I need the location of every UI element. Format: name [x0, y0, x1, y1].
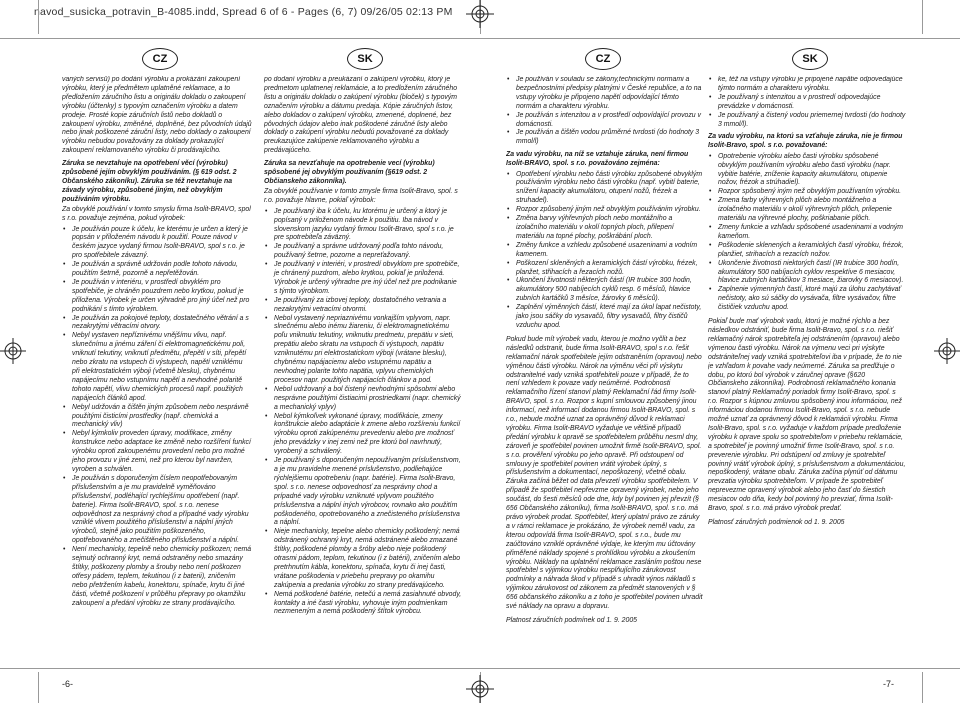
list-item: • Zaplnenie výmenných častí, ktoré majú za úlohu zachytávať nečistoty, ako sú sáčky do vysávača, filtre vysávačov, filtre čističiek vzduchu apod. [708, 286, 906, 313]
list-item: • Zaplnění výměnných částí, které mají za úkol lapat nečistoty, jako jsou sáčky do vysavačů, filtry vysavačů, filtry čističů vzduchu apod. [506, 304, 704, 331]
list-item: • Ukončenie životnosti niektorých častí (IR trubice 300 hodín, akumulátory 500 nabíjacích cyklov respektíve 6 mesiacov, hlavice zubných kartáčikov 3 mesiace, žiarovky 6 mesiacov). [708, 260, 906, 287]
list-item: • Je používán v souladu se zákony,technickými normami a bezpečnostními předpisy platnými v České republice, a to na vstupy výrobku je připojeno napětí odpovídající těmto normám a charakteru výrobku. [506, 76, 704, 112]
list-item: • Je používán a čištěn vodou průměrné tvrdosti (do hodnoty 3 mmol/l) [506, 129, 704, 147]
file-slug: navod_susicka_potravin_B-4085.indd, Spread 6 of 6 - Pages (6, 7) 09/26/05 02:13 PM [34, 6, 453, 18]
list-item: • Ukončení životnosti některých částí (IR trubice 300 hodin, akumulátory 500 nabíjecích cyklů resp. 6 měsíců, hlavice zubních kartáčků 3 měsíce, žárovky 6 měsíců). [506, 277, 704, 304]
list-item: • Je používán a správně udržován podle tohoto návodu, použitím šetrně, pozorně a nepřetěžován. [62, 261, 252, 279]
defects-list [506, 171, 704, 331]
list-item: • Změna barvy výhřevných ploch nebo montážního a izolačního materiálu v okolí topných ploch, přilepení materiálu na topné plochy, poškrábání ploch. [506, 215, 704, 242]
section-heading: Za vadu výrobku, na níž se vztahuje záruka, není firmou Isolit-BRAVO, spol. s r.o. považováno zejména: [506, 151, 689, 168]
list-item: • Poškodenie sklenených a keramických častí výrobku, frézok, planžiet, strihacích a rezacích nožov. [708, 242, 906, 260]
paragraph: po dodaní výrobku a preukázaní o zakúpení výrobku, ktorý je predmetom uplatnenej reklamácie, a to predložením záručného listu a originálu dokladu o zakúpení výrobku (bloček) s typovým označením výrobku a dátumu predaja. Kópie záručných listov, alebo dokladov o zakúpení výrobku, zmenené, doplnené, bez pôvodných údajov alebo inak poškodené záručné listy alebo doklady o zakúpení výrobku nebudú považované za doklady preukazujúce zakúpenie reklamovaného výrobku a predávajúceho. [264, 76, 458, 155]
conditions-list [62, 226, 252, 609]
list-item: • Nebyl udržován a čištěn jiným způsobem nebo nesprávně použitými čisticími prostředky (např. chemická a mechanický vliv) [62, 404, 252, 431]
language-badge-cz-left: CZ [142, 48, 178, 70]
page-number-right: -7- [883, 679, 894, 689]
language-badge-sk-right: SK [792, 48, 828, 70]
list-item: • Je používaný za izbovej teploty, dostatočného vetrania a nezakrytými vetracími otvormi. [264, 297, 462, 315]
list-item: • Nebol vystavený nepriaznivému vonkajším vplyvom, napr. slnečnému alebo inému žiareniu, či elektromagnetickému poľu vniknutiu tekutiny, vniknutiu predmetu, prepätiu v sieti, prepätiu alebo skratu na vstupoch či výstupoch, napätiu vzniknutému pri elektrostatickom výboji (vrátane blesku), chybnému napájaciemu alebo vstupnému napätiu a nevhodnej polarite tohto napätia, vplyvu chemických procesov napr. použitých napájacích článkov a pod. [264, 315, 462, 386]
left-trim-line-bottom [38, 672, 39, 703]
paragraph: Pokiaľ bude mať výrobok vadu, ktorú je možné rýchlo a bez následkov odstrániť, bude firma Isolit-Bravo, spol. s r.o. riešiť reklamačný nárok spotrebiteľa jej odstránením (opravou) alebo výmenou časti výrobku. Nárok na výmenu veci pri výskyte odstrániteľnej vady vzniká spotrebiteľovi iba v prípade, že to nie je vzhľadom k povahe vady neúmerné. Záruka sa predlžuje o dobu, po ktorú bol výrobok v záručnej oprave (§620 Občianskeho zákonníka). Podrobnosti reklamačného konania stanoví platný Reklamačný poriadok firmy Isolit-Bravo, spol. s r.o. Rozpor s kúpnou zmluvou spôsobený inou informáciou, než informáciou dodanou firmou Isolit-Bravo, spol. s r.o. nebude možné uznať za oprávnený dôvod k reklamácii výrobku. Firma Isolit-Bravo, spol. s r.o. vyžaduje v každom prípade predloženie výrobku k oprave spolu so spotrebiteľom v priebehu reklamácie, a spotrebiteľ je povinný umožniť firme Isolit-Bravo, spol. s r.o. preverenie výrobku. Pri odstúpení od zmluvy je spotrebiteľ povinný vrátiť výrobok úplný, s príslušenstvom a dokumentáciou, nepoškodený, vrátane obalu. Záruka začína plynúť od dátumu prevzatia výrobku spotrebiteľom. V prípade že spotrebiteľ neprevezme opravený výrobok alebo jeho časť do šiestich mesiacov odo dňa, kedy bol povinný ho prevziať, firma Isolit-Bravo, spol. s r.o. má právo výrobok predať. [708, 318, 906, 513]
registration-mark-icon [934, 338, 960, 364]
list-item: • Nebyl vystaven nepříznivému vnějšímu vlivu, např. slunečnímu a jinému záření či elektromagnetickému poli, vniknutí tekutiny, vniknutí předmětu, přepětí v síti, přepětí nebo zkratu na vstupech či výstupech, napětí vzniklému při elektrostatickém výboji (včetně blesku), chybnému napájecímu nebo vstupnímu napětí a nevhodné polaritě tohoto napětí, vlivu chemických procesů např. použitých napájecích článků apod. [62, 332, 252, 403]
column-sk-right [708, 76, 906, 664]
list-item: • Je používaný iba k účelu, ku ktorému je určený a ktorý je popísaný v priloženom návode k použitiu. Iba návod v slovenskom jazyku vydaný firmou Isolit-Bravo, spol s r.o. je pre spotrebiteľa záväzný. [264, 208, 462, 244]
right-trim-line-bottom [922, 672, 923, 703]
list-item: • Nebyl kýmkoliv proveden úpravy, modifikace, změny konstrukce nebo adaptace ke změně nebo rozšíření funkcí výrobku oproti zakoupenému provedení nebo pro možné jeho provozu v jiné zemi, než pro kterou byl navržen, vyroben a schválen. [62, 430, 252, 475]
list-item: • Je používaný v interiéri, v prostredí obvyklom pre spotrebiče, je chránený puzdrom, alebo krytkou, pokiaľ je priložená. Výrobok je určený výhradne pre iný účel než pre podnikanie s týmto výrobkom. [264, 261, 462, 297]
list-item: • Poškození skleněných a keramických částí výrobku, frézek, planžet, střihacích a řezacích nožů. [506, 260, 704, 278]
list-item: • Nieje mechanicky, tepelne alebo chemicky poškodený; nemá odstránený ochranný kryt, nemá odstránené alebo zmazané štítky, poškodené plomby a šróby alebo nieje poškodený otrasmi pádom, teplom, tekutinou (i z batérii), zničením alebo pretrhnutím kábla, konektoru, spínača, krytu či inej časti, vrátane poškodenia v priebehu prepravy po okamihu zakúpenia a predania výrobku zo strany predávajúceho. [264, 528, 462, 590]
list-item: • Je používaný s doporučeným nepoužívaným príslušenstvom, a je mu pravidelne menené príslušenstvo, podliehajúce rýchlejšiemu opotrebeniu (napr. batérie). Firma Isolit-Bravo, spol. s r.o. nenese odpovednosť za nesprávny chod a prípadné vady výrobku vzniknuté vplyvom použitého príslušenstva a náplní iných výrobcov, rovnako ako použitím poškodeného, opotrebovaného a znečisteného príslušenstva a náplní. [264, 457, 462, 528]
bottom-trim-line [0, 668, 960, 669]
paragraph: Za obvyklé používání v tomto smyslu firma Isolit-BRAVO, spol s r.o. považuje zejména, pokud výrobek: [62, 206, 251, 223]
registration-mark-icon [0, 338, 26, 364]
list-item: • Nemá poškodené batérie, netečú a nemá zasiahnuté obvody, kontakty a iné časti výrobku, vyhovuje iným podmienkam nezmeneným a nemá poškodený štítok výrobcu. [264, 591, 462, 618]
page-number-left: -6- [62, 679, 73, 689]
column-cz-left [62, 76, 252, 664]
registration-mark-icon [466, 675, 494, 703]
defects-list [708, 153, 906, 313]
list-item: • Je používán v interiéru, v prostředí obvyklém pro spotřebiče, je chráněn pouzdrem nebo krytkou, pokud je přiložena. Výrobek je určen výhradně pro jiný účel než pro podnikání s tímto výrobkem. [62, 279, 252, 315]
conditions-list [708, 76, 906, 129]
conditions-list [506, 76, 704, 147]
paragraph: Za obvyklé používanie v tomto zmysle firma Isolit-Bravo, spol. s r.o. považuje hlavne, pokiaľ výrobok: [264, 188, 458, 205]
language-badge-sk-left: SK [347, 48, 383, 70]
list-item: • Není mechanicky, tepelně nebo chemicky poškozen; nemá sejmutý ochranný kryt, nemá odstraněny nebo smazány štítky, poškozeny plomby a šrouby nebo není poškozen otřesy pádem, teplem, tekutinou (i z baterii), zničením nebo přetržením kabelu, konektoru, spínače, krytu či jiné části, včetně poškození v průběhu přepravy po okamžiku zakoupení a předání výrobku ze strany prodávajícího. [62, 546, 252, 608]
section-heading: Za vadu výrobku, na ktorú sa vzťahuje záruka, nie je firmou Isolit-Bravo, spol. s r.o. považované: [708, 133, 903, 150]
column-cz-right [506, 76, 704, 664]
language-badge-cz-right: CZ [585, 48, 621, 70]
list-item: • Je používán za pokojové teploty, dostatečného větrání a s nezakrytými větracími otvory. [62, 315, 252, 333]
section-heading: Záruka sa nevzťahuje na opotrebenie vecí (výrobku) spôsobené jej obvyklým používaním (§619 odst. 2 Občianskeho zákonníka). [264, 160, 435, 185]
list-item: • Zmeny funkcie a vzhľadu spôsobené usadeninami a vodným kameňom. [708, 224, 906, 242]
list-item: • Rozpor spôsobený iným než obvyklým používaním výrobku. [708, 188, 906, 197]
registration-mark-icon [466, 0, 494, 28]
section-heading: Záruka se nevztahuje na opotřebení věcí (výrobku) způsobené jejím obvyklým používáním. (§ 619 odst. 2 Občanského zákoníku). Záruka se též nevztahuje na závady výrobku, způsobené jiným, než obvyklým používáním výrobku. [62, 160, 237, 203]
list-item: • Je používán pouze k účelu, ke kterému je určen a který je popsán v přiloženém návodu k použití. Pouze návod v českém jazyce vydaný firmou Isolit-BRAVO, spol s r.o. je pro spotřebitele závazný. [62, 226, 252, 262]
list-item: • ke, též na vstupy výrobku je pripojené napätie odpovedajúce týmto normám a charakteru výrobku. [708, 76, 906, 94]
validity-date: Platnosť záručných podmienok od 1. 9. 2005 [708, 519, 845, 526]
column-sk-left [264, 76, 462, 664]
list-item: • Opotrebenie výrobku alebo časti výrobku spôsobené obvyklým používaním výrobku alebo časti výrobku (napr. vybitie batérie, zníženie kapacity akumulátoru, otupenie nožov, frézok a strúhadiel). [708, 153, 906, 189]
list-item: • Je používaný a správne udržovaný podľa tohto návodu, používaný šetrne, pozorne a nepreťažovaný. [264, 243, 462, 261]
list-item: • Nebol kýmkoľvek vykonané úpravy, modifikácie, zmeny konštrukcie alebo adaptácie k zmene alebo rozšíreniu funkcií výrobku oproti zakúpenému prevedeniu alebo pre možnosť jeho prevádzky v inej zemi než pre ktorú bol navrhnutý, vyrobený a schválený. [264, 413, 462, 458]
left-trim-line [38, 0, 39, 34]
paragraph: vaných servisů) po dodání výrobku a prokázání zakoupení výrobku, který je předmětem uplatněné reklamace, a to předložením záručního listu a originálu dokladu o zakoupení výrobku (účtenky) s typovým označením výrobku a datem prodeje. Prosté kopie záručních listů nebo dokladů o zakoupení výrobku, změněné, doplněné, bez původních údajů nebo jinak poškozené záruční listy, nebo doklady o zakoupení výrobku nebudou považovány za doklady prokazující zakoupení reklamovaného výrobku či prodávajícího. [62, 76, 252, 155]
list-item: • Zmena farby výhrevných plôch alebo montážneho a izolačného materiálu v okolí výhrevných plôch, prilepenie materiálu na výhrevné plochy, poškriabanie plôch. [708, 197, 906, 224]
list-item: • Je používaný a čistený vodou priemernej tvrdosti (do hodnoty 3 mmol/l). [708, 112, 906, 130]
list-item: • Je používaný s intenzitou a v prostredí odpovedajúce prevádzke v domácnosti. [708, 94, 906, 112]
list-item: • Nebol udržovaný a bol čistený nevhodnými spôsobmi alebo nesprávne použitými čistiacimi prostriedkami (napr. chemický a mechanický vplyv) [264, 386, 462, 413]
list-item: • Změny funkce a vzhledu způsobené usazeninami a vodním kamenem. [506, 242, 704, 260]
list-item: • Opotřebení výrobku nebo části výrobku způsobené obvyklým používáním výrobku nebo části výrobku (např. vybití baterie, snížení kapacity akumulátoru, otupení nožů, frézek a struhadel). [506, 171, 704, 207]
top-trim-line [0, 38, 960, 39]
list-item: • Rozpor způsobený jiným než obvyklým používáním výrobku. [506, 206, 704, 215]
validity-date: Platnost záručních podmínek od 1. 9. 2005 [506, 616, 638, 624]
list-item: • Je používán s intenzitou a v prostředí odpovídající provozu v domácnosti. [506, 112, 704, 130]
paragraph: Pokud bude mít výrobek vadu, kterou je možno vyčlit a bez následků odstranit, bude firma Isolit-BRAVO, spol s r.o. řešit reklamační nárok spotřebitele jejím odstraněním (opravou) nebo výměnou části výrobku. Nárok na výměnu věci při výskytu odstranitelné vady vzniká spotřebiteli pouze v případě, že to není vzhledem k povaze vady neúměrné. Podrobnosti reklamačního řízení stanoví platný Reklamační řád firmy Isolit-BRAVO, spol. s r.o. Rozpor s kupní smlouvou způsobený jinou informací, než informací dodanou firmou Isolit-BRAVO, spol. s r.o., nebude možné uznat za oprávněný důvod k reklamaci výrobku. Firma Isolit-BRAVO vyžaduje ve většině případů předání výrobku k opravě se spotřebitelem průběhu nesml dny, zároveň je spotřebitel povinen umožnit firmě Isolit-BRAVO, spol. s r.o. prověření výrobku po jeho opravě. Při odstoupení od smlouvy je spotřebitel povinen vrátit výrobek úplný, s příslušenstvím a dokumentací, nepoškozený, včetně obalu. Záruka začíná běžet od data převzetí výrobku spotřebitelem. V případě že spotřebitel nepřevzme opravený výrobek, nebo jeho součást, do šesti měsíců ode dne, kdy byl povinen jej převzít (§ 656 Občanského zákoníku), firma Isolit-BRAVO, spol. s r.o. má právo výrobek prodat. Spotřebitel, který uplatní právo ze záruky a v rámci reklamace je prokázáno, že výrobek neměl vadu, za kterou odpovídá firma Isolit-BRAVO, spol. s r.o., bude mu zaúčtováno vzniklé oprávněné výdaje, ke kterým mu účtovány přiměřené náklady spojené s prohlídkou výrobku a zkoušením výrobku. Náklady na uplatnění reklamace zasláním poštou nese spotřebitel s výjimkou výrobku nesplňujícího zárukovost podmínky a náhrada škod v případě s uhradit výnos nákladů s výjimkou zárukovost od zákonem za předmět stanovených v § 656 občanského zákoníku a z toho je spotřebitel povinen uhradit své náklady na opravu a dopravu. [506, 335, 703, 611]
list-item: • Je používán s doporučeným číslem neopotřebovaným příslušenstvím a je mu pravidelně vyměňováno příslušenství, podléhající rychlejšímu opotřebení (např. baterie). Firma Isolit-BRAVO, spol. s r.o. nenese odpovědnost za nesprávný chod a případné vady výrobku vzniklé vlivem použitého příslušenství a náplní jiných výrobců, stejně jako použitím poškozeného, opotřebovaného a znečištěného příslušenství a náplní. [62, 475, 252, 546]
right-trim-line [922, 0, 923, 34]
conditions-list [264, 208, 462, 618]
